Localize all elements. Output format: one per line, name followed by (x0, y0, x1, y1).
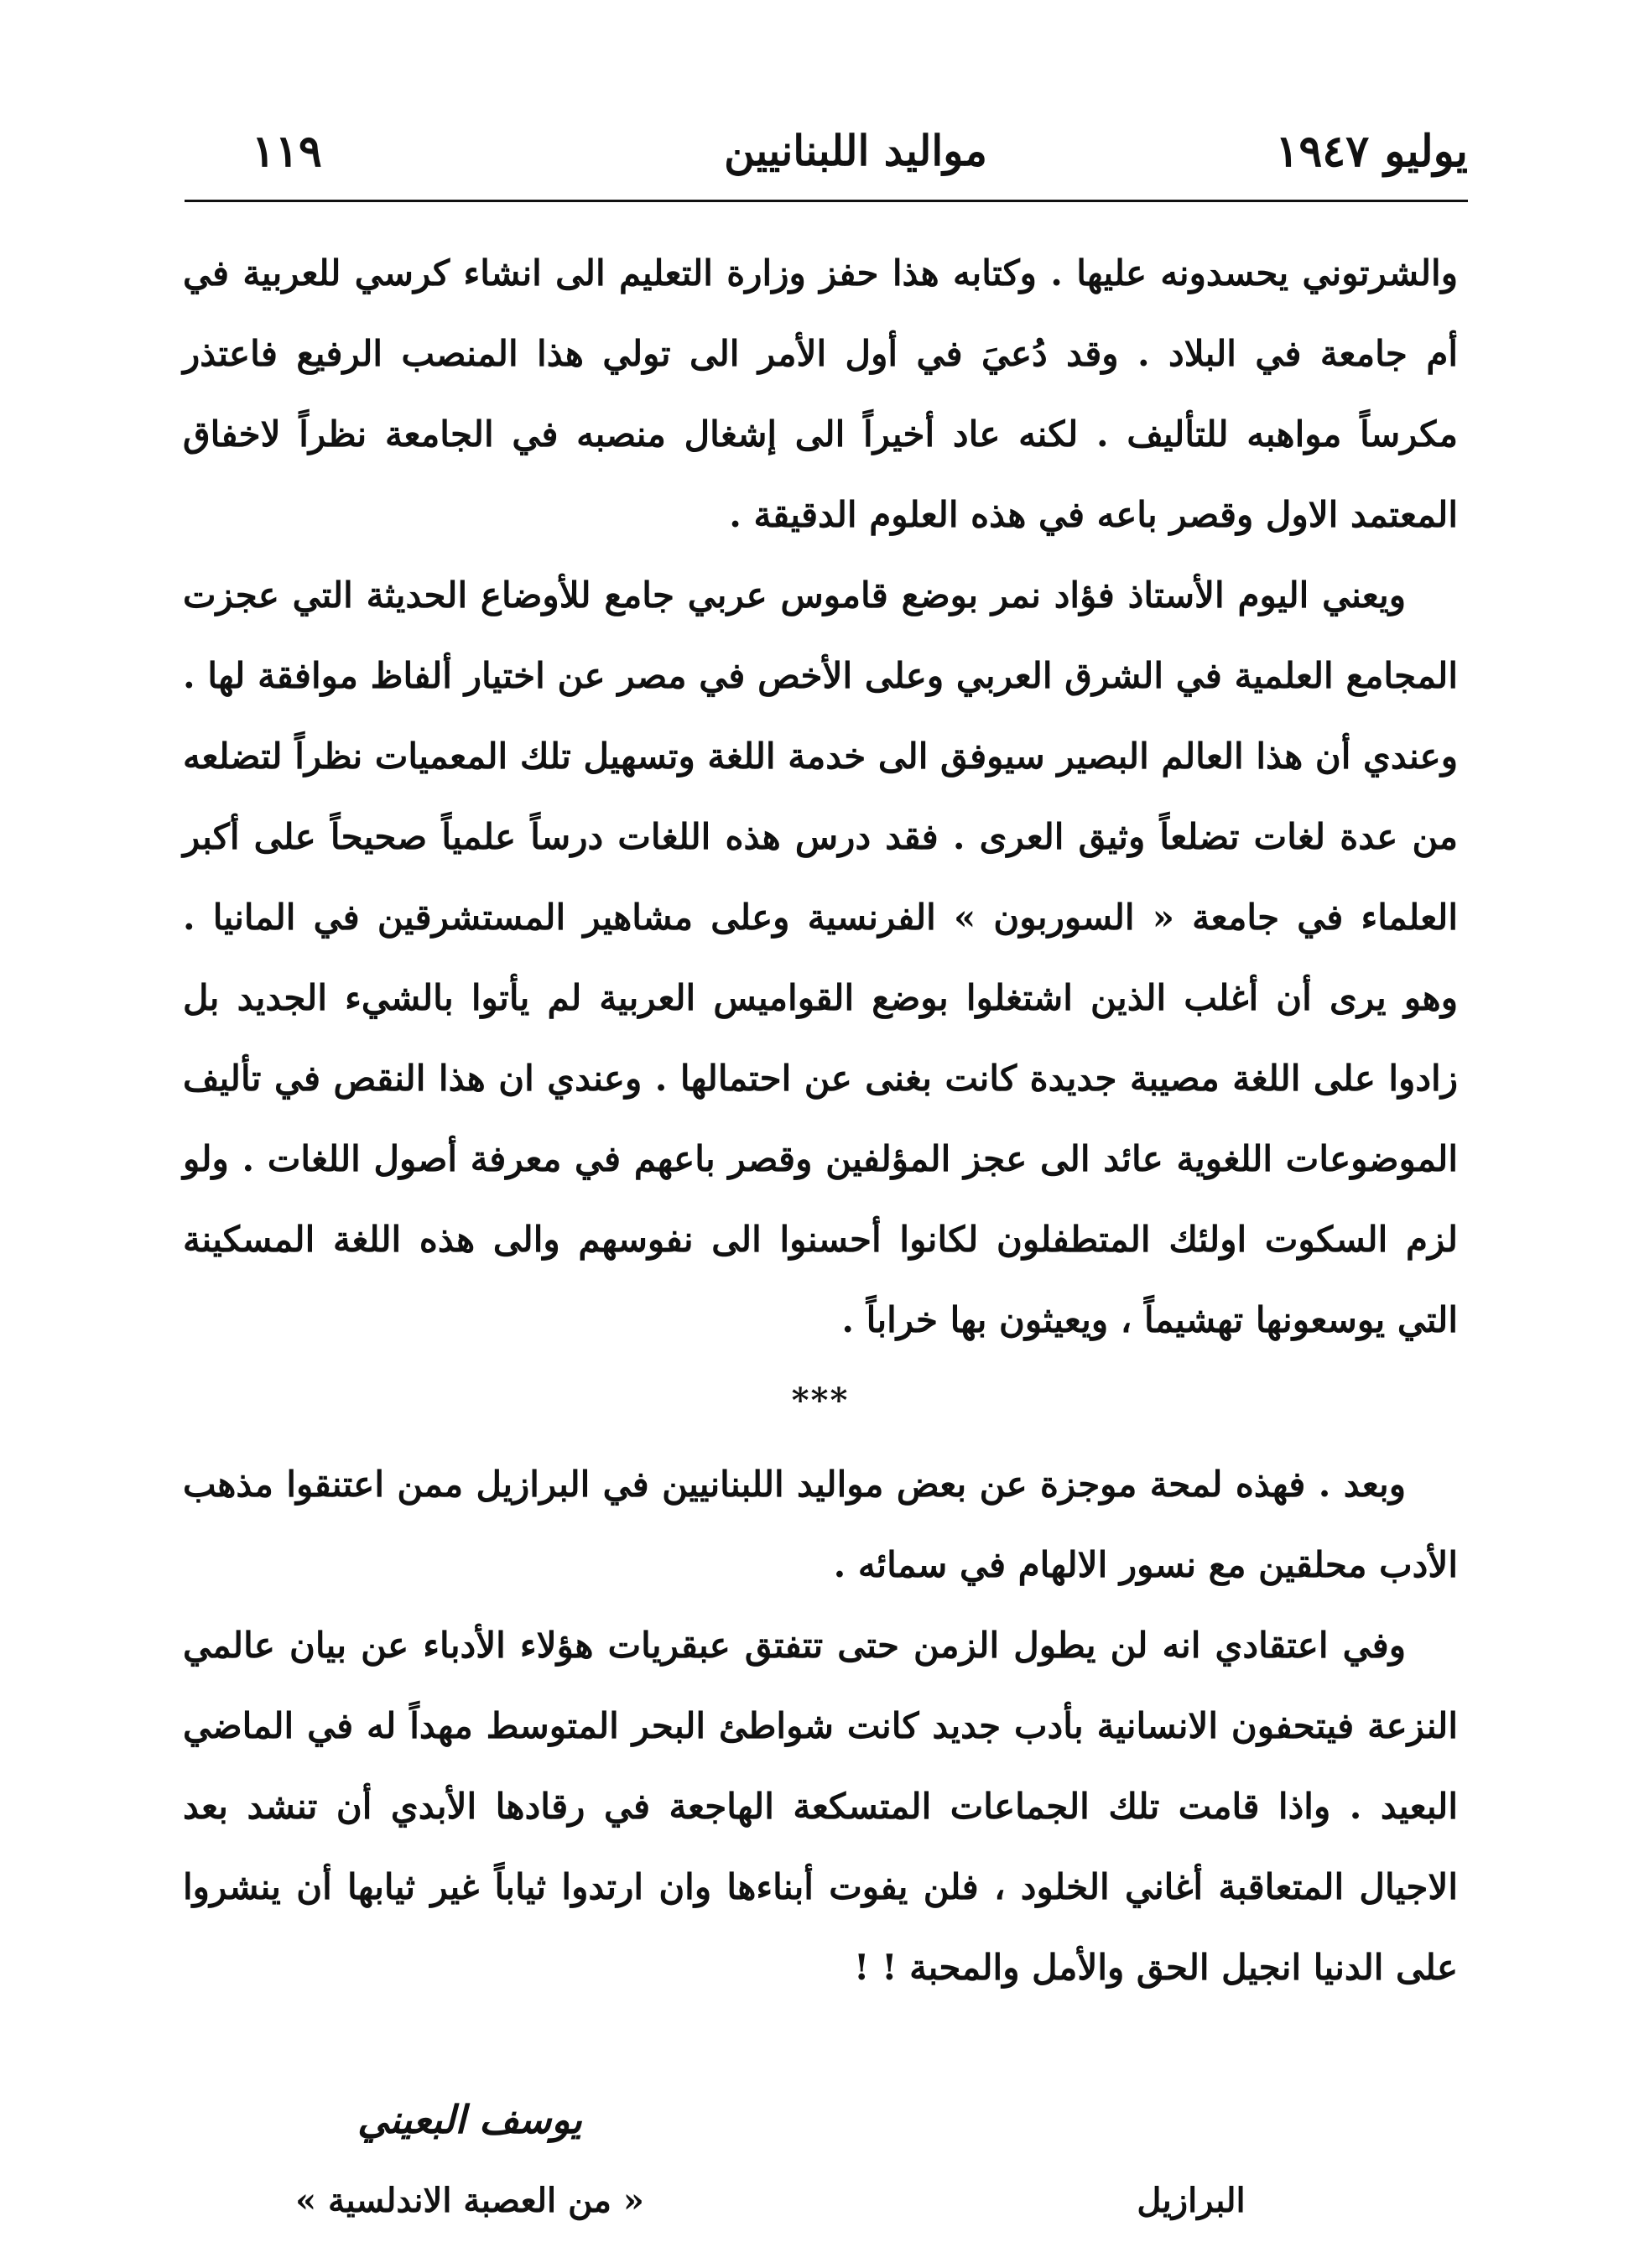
article-body (183, 233, 1458, 2008)
paragraph-1: والشرتوني يحسدونه عليها . وكتابه هذا حفز وزارة التعليم الى انشاء كرسي للعربية في أم جامعة في البلاد . وقد دُعيَ في أول الأمر الى تولي هذا المنصب الرفيع فاعتذر مكرساً مواهبه للتأليف . لكنه عاد أخيراً الى إشغال منصبه في الجامعة نظراً لاخفاق المعتمد الاول وقصر باعه في هذه العلوم الدقيقة . (183, 252, 1458, 535)
paragraph-3: وبعد . فهذه لمحة موجزة عن بعض مواليد اللبنانيين في البرازيل ممن اعتنقوا مذهب الأدب محلقين مع نسور الالهام في سمائه . (183, 1464, 1458, 1585)
section-separator: *** (791, 1381, 850, 1420)
issue-date: يوليو ١٩٤٧ (1275, 126, 1468, 177)
page-header (243, 126, 1468, 185)
paragraph-2: ويعني اليوم الأستاذ فؤاد نمر بوضع قاموس عربي جامع للأوضاع الحديثة التي عجزت المجامع العلمية في الشرق العربي وعلى الأخص في مصر عن اختيار ألفاظ موافقة لها . وعندي أن هذا العالم البصير سيوفق الى خدمة اللغة وتسهيل تلك المعميات نظراً لتضلعه من عدة لغات تضلعاً وثيق العرى . فقد درس هذه اللغات درساً علمياً صحيحاً على أكبر العلماء في جامعة « السوربون » الفرنسية وعلى مشاهير المستشرقين في المانيا . وهو يرى أن أغلب الذين اشتغلوا بوضع القواميس العربية لم يأتوا بالشيء الجديد بل زادوا على اللغة مصيبة جديدة كانت بغنى عن احتمالها . وعندي ان هذا النقص في تأليف الموضوعات اللغوية عائد الى عجز المؤلفين وقصر باعهم في معرفة أصول اللغات . ولو لزم السكوت اولئك المتطفلون لكانوا أحسنوا الى نفوسهم والى هذه اللغة المسكينة التي يوسعونها تهشيماً ، ويعيثون بها خراباً . (183, 575, 1458, 1340)
source-note: « من العصبة الاندلسية » (295, 2181, 644, 2220)
running-title: مواليد اللبنانيين (724, 126, 987, 175)
author-signature: يوسف البعيني (357, 2097, 582, 2142)
page-number: ١١٩ (252, 126, 322, 177)
paragraph-4: وفي اعتقادي انه لن يطول الزمن حتى تتفتق عبقريات هؤلاء الأدباء عن بيان عالمي النزعة فيتحفون الانسانية بأدب جديد كانت شواطئ البحر المتوسط مهداً له في الماضي البعيد . واذا قامت تلك الجماعات المتسكعة الهاجعة في رقادها الأبدي أن تنشد بعد الاجيال المتعاقبة أغاني الخلود ، فلن يفوت أبناءها وان ارتدوا ثياباً غير ثيابها أن ينشروا على الدنيا انجيل الحق والأمل والمحبة ! ! (183, 1625, 1458, 1988)
header-rule (185, 200, 1468, 202)
location-note: البرازيل (1137, 2181, 1246, 2220)
